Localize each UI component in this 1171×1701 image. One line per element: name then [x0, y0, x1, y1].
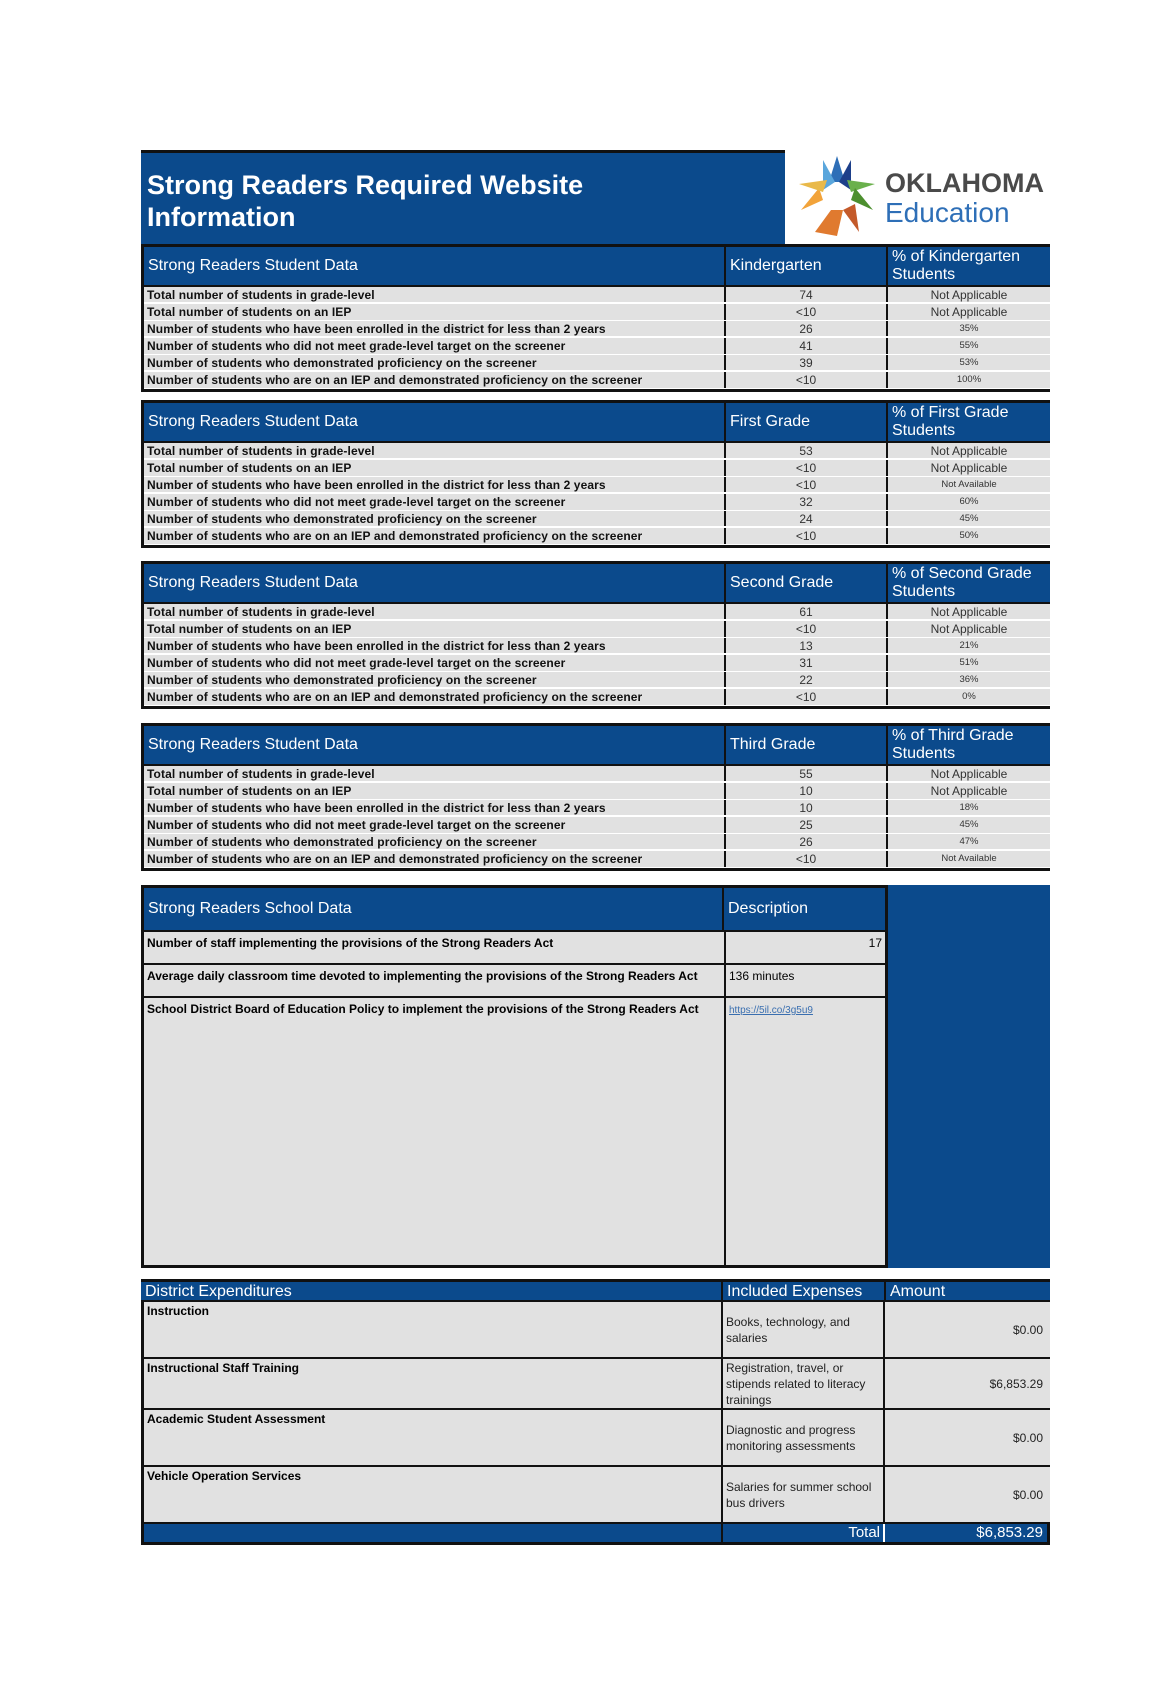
table-row: Number of staff implementing the provisions of the Strong Readers Act 17: [144, 932, 885, 965]
header-grade-label: Third Grade: [726, 726, 888, 764]
table-row: Number of students who have been enrolled in the district for less than 2 years 10 18%: [144, 800, 1050, 817]
school-data-side-panel: [888, 885, 1050, 1268]
header-percent-label: % of Second Grade Students: [892, 565, 1032, 600]
table-row: Vehicle Operation Services Salaries for summer school bus drivers $0.00: [141, 1467, 1050, 1524]
header-expenditures-label: District Expenditures: [141, 1282, 723, 1300]
page-title: Strong Readers Required Website Information: [147, 170, 584, 232]
table-row: Number of students who have been enrolled in the district for less than 2 years 26 35%: [144, 321, 1050, 338]
table-row: Total number of students on an IEP 10 Not Applicable: [144, 783, 1050, 800]
header-description-label: Description: [728, 900, 809, 917]
svg-text:OKLAHOMA: OKLAHOMA: [885, 168, 1044, 198]
school-data-table: [141, 885, 1050, 1268]
header-percent-label: % of Kindergarten Students: [892, 248, 1021, 283]
header-amount-label: Amount: [890, 1283, 946, 1300]
title-block: [141, 150, 1050, 244]
header-grade-label: First Grade: [726, 403, 888, 441]
table-row: Total number of students in grade-level 53 Not Applicable: [144, 443, 1050, 460]
table-row: Number of students who are on an IEP and demonstrated proficiency on the screener <10 50%: [144, 528, 1050, 545]
table-row: Number of students who have been enrolled in the district for less than 2 years 13 21%: [144, 638, 1050, 655]
expenditures-table: [141, 1279, 1050, 1545]
total-label: Total: [723, 1524, 885, 1542]
table-row: Number of students who have been enrolled in the district for less than 2 years <10 Not Available: [144, 477, 1050, 494]
header-grade-label: Second Grade: [726, 564, 888, 602]
table-row: Number of students who are on an IEP and demonstrated proficiency on the screener <10 100%: [144, 372, 1050, 389]
table-row: Number of students who did not meet grade-level target on the screener 25 45%: [144, 817, 1050, 834]
table-row: Total number of students on an IEP <10 Not Applicable: [144, 621, 1050, 638]
title-bar: [141, 150, 785, 244]
school-data-grid: [141, 885, 888, 1268]
table-row: Number of students who demonstrated proficiency on the screener 24 45%: [144, 511, 1050, 528]
table-row: Number of students who did not meet grade-level target on the screener 31 51%: [144, 655, 1050, 672]
policy-link[interactable]: https://5il.co/3g5u9: [729, 1005, 813, 1016]
star-logo-icon: [785, 150, 1050, 244]
total-row: [141, 1524, 1050, 1545]
table-row: Total number of students on an IEP <10 Not Applicable: [144, 460, 1050, 477]
header-school-data-label: Strong Readers School Data: [144, 888, 724, 930]
table-header: [144, 244, 1050, 287]
table-row: Instructional Staff Training Registration, travel, or stipends related to literacy trainings $6,853.29: [141, 1359, 1050, 1410]
table-header: [144, 723, 1050, 766]
total-value: $6,853.29: [976, 1524, 1043, 1541]
oklahoma-education-logo: [785, 150, 1050, 244]
table-row: Number of students who did not meet grade-level target on the screener 41 55%: [144, 338, 1050, 355]
header-included-label: Included Expenses: [723, 1282, 886, 1300]
header-data-label: Strong Readers Student Data: [144, 726, 726, 764]
table-row: Total number of students in grade-level 74 Not Applicable: [144, 287, 1050, 304]
table-row: Academic Student Assessment Diagnostic and progress monitoring assessments $0.00: [141, 1410, 1050, 1467]
table-header: [144, 888, 885, 932]
header-data-label: Strong Readers Student Data: [144, 247, 726, 285]
first-grade-table: [141, 400, 1050, 548]
table-row: Number of students who are on an IEP and demonstrated proficiency on the screener <10 Not Available: [144, 851, 1050, 868]
table-row: Number of students who demonstrated proficiency on the screener 22 36%: [144, 672, 1050, 689]
header-data-label: Strong Readers Student Data: [144, 564, 726, 602]
table-row: Number of students who are on an IEP and demonstrated proficiency on the screener <10 0%: [144, 689, 1050, 706]
header-data-label: Strong Readers Student Data: [144, 403, 726, 441]
table-row: Number of students who demonstrated proficiency on the screener 26 47%: [144, 834, 1050, 851]
table-header: [144, 400, 1050, 443]
table-row: Total number of students in grade-level 55 Not Applicable: [144, 766, 1050, 783]
table-row: Total number of students on an IEP <10 Not Applicable: [144, 304, 1050, 321]
table-row: School District Board of Education Policy to implement the provisions of the Strong Readers Act https://5il.co/3g5u9: [144, 998, 885, 1265]
table-header: [144, 561, 1050, 604]
kindergarten-table: [141, 244, 1050, 392]
table-row: Number of students who demonstrated proficiency on the screener 39 53%: [144, 355, 1050, 372]
table-row: Total number of students in grade-level 61 Not Applicable: [144, 604, 1050, 621]
header-percent-label: % of Third Grade Students: [892, 727, 1014, 762]
table-row: Number of students who did not meet grade-level target on the screener 32 60%: [144, 494, 1050, 511]
second-grade-table: [141, 561, 1050, 709]
table-header: [141, 1279, 1050, 1302]
header-grade-label: Kindergarten: [726, 247, 888, 285]
third-grade-table: [141, 723, 1050, 871]
svg-text:Education: Education: [885, 197, 1010, 228]
table-row: Average daily classroom time devoted to implementing the provisions of the Strong Readers Act 136 minutes: [144, 965, 885, 998]
header-percent-label: % of First Grade Students: [892, 404, 1009, 439]
table-row: Instruction Books, technology, and salaries $0.00: [141, 1302, 1050, 1359]
